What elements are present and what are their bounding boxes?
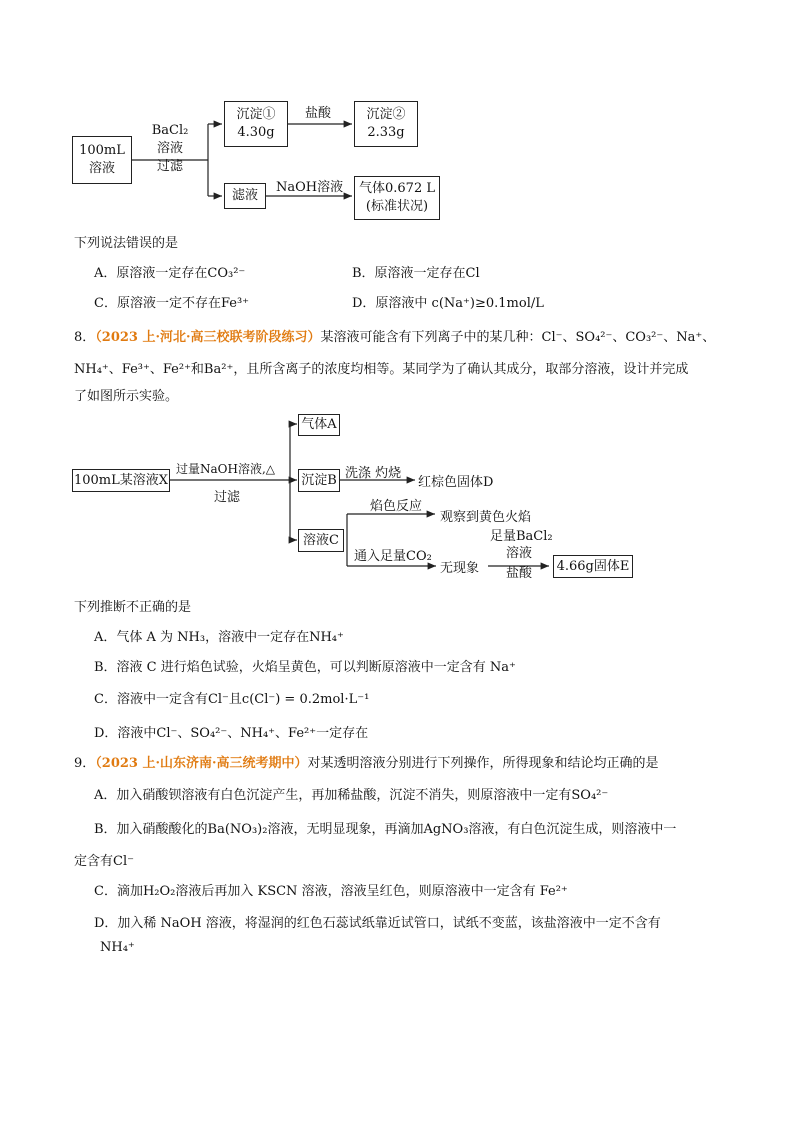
bacl2-label: 足量BaCl₂ 溶液 盐酸 [490, 529, 553, 581]
q8-line2: NH₄⁺、Fe³⁺、Fe²⁺和Ba²⁺，且所含离子的浓度均相等。某同学为了确认其成分，取部分溶液，设计并完成 [74, 362, 689, 377]
gas-a-box: 气体A [298, 414, 340, 436]
filtrate-box: 滤液 [224, 183, 266, 209]
flame-result-label: 观察到黄色火焰 [440, 510, 532, 525]
precipitate1-box: 沉淀① 4.30g [224, 101, 288, 147]
naoh-label: NaOH溶液 [276, 180, 344, 195]
start-solution-box: 100mL 溶液 [72, 136, 132, 184]
q8-stem: 下列推断不正确的是 [74, 600, 192, 615]
q7-stem: 下列说法错误的是 [74, 236, 179, 251]
solution-x-box: 100mL某溶液X [72, 469, 170, 492]
no-change-label: 无现象 [440, 561, 480, 576]
q7-option-d: D．原溶液中 c(Na⁺)≥0.1mol/L [352, 296, 544, 311]
q9-option-a: A．加入硝酸钡溶液有白色沉淀产生，再加稀盐酸，沉淀不消失，则原溶液中一定有SO₄²⁻ [94, 788, 609, 803]
q8-option-d: D．溶液中Cl⁻、SO₄²⁻、NH₄⁺、Fe²⁺一定存在 [94, 726, 369, 741]
solid-d-label: 红棕色固体D [418, 475, 494, 490]
q8-line1 [74, 326, 715, 345]
q8-line3: 了如图所示实验。 [74, 389, 179, 404]
q9-source: （2023 上·山东济南·高三统考期中） [95, 756, 308, 771]
q9-number: 9． [74, 756, 96, 771]
flame-test-label: 焰色反应 [370, 499, 423, 514]
q7-option-c: C．原溶液一定不存在Fe³⁺ [94, 296, 250, 311]
q8-number: 8． [74, 330, 96, 345]
q9-option-d-line2: NH₄⁺ [100, 940, 135, 955]
reagent-bacl2-label: BaCl₂ 溶液 过滤 [151, 123, 189, 174]
q9-option-b-line1: B．加入硝酸酸化的Ba(NO₃)₂溶液，无明显现象，再滴加AgNO₃溶液，有白色沉淀生成，则溶液中一 [94, 822, 677, 837]
acid-label: 盐酸 [305, 106, 332, 121]
q8-option-c: C．溶液中一定含有Cl⁻且c(Cl⁻) = 0.2mol·L⁻¹ [94, 692, 370, 707]
q9-stem: 对某透明溶液分别进行下列操作，所得现象和结论均正确的是 [307, 756, 659, 771]
q9-line1 [74, 752, 659, 771]
q7-option-a: A．原溶液一定存在CO₃²⁻ [94, 266, 246, 281]
q8-source: （2023 上·河北·高三校联考阶段练习） [95, 330, 321, 345]
q9-option-c: C．滴加H₂O₂溶液后再加入 KSCN 溶液，溶液呈红色，则原溶液中一定含有 Fe²⁺ [94, 884, 568, 899]
precipitate-b-box: 沉淀B [298, 469, 340, 492]
solid-e-box: 4.66g固体E [553, 555, 633, 578]
solution-c-box: 溶液C [298, 529, 344, 552]
q9-option-d-line1: D．加入稀 NaOH 溶液，将湿润的红色石蕊试纸靠近试管口，试纸不变蓝，该盐溶液中一定不含有 [94, 916, 661, 931]
q9-option-b-line2: 定含有Cl⁻ [74, 854, 134, 869]
q8-option-a: A．气体 A 为 NH₃，溶液中一定存在NH₄⁺ [94, 630, 344, 645]
q8-text1: 某溶液可能含有下列离子中的某几种：Cl⁻、SO₄²⁻、CO₃²⁻、Na⁺、 [320, 330, 716, 345]
co2-label: 通入足量CO₂ [354, 549, 432, 564]
q8-option-b: B．溶液 C 进行焰色试验，火焰呈黄色，可以判断原溶液中一定含有 Na⁺ [94, 660, 516, 675]
naoh-excess-label: 过量NaOH溶液,△ [176, 462, 276, 476]
q7-option-b: B．原溶液一定存在Cl [352, 266, 480, 281]
gas-volume-box: 气体0.672 L (标准状况) [354, 176, 440, 220]
wash-ignite-label: 洗涤 灼烧 [345, 466, 402, 481]
filter-label: 过滤 [214, 490, 241, 505]
precipitate2-box: 沉淀② 2.33g [354, 101, 418, 147]
